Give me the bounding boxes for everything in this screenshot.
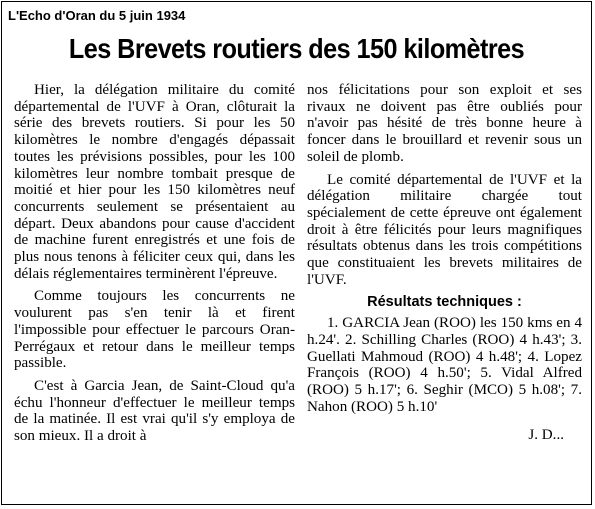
article-headline: Les Brevets routiers des 150 kilomètres xyxy=(68,33,525,64)
article-paragraph: Hier, la délégation militaire du comité départemental de l'UVF à Oran, clôturait la série des brevets routiers. Si pour les 50 kilomètres le nombre d'engagés dépassait toutes les prévisions possibles, pour les 100 kilomètres leur nombre tombait presque de moitié et hier pour les 150 kilomètres neuf concurrents seulement se présentaient au départ. Deux abandons pour cause d'accident de machine furent enregistrés et une fois de plus nous tenons à féliciter ceux qui, dans les délais réglementaires terminèrent l'épreuve. xyxy=(14,82,295,282)
newspaper-clipping xyxy=(1,1,592,505)
article-paragraph: C'est à Garcia Jean, de Saint-Cloud qu'a échu l'honneur d'effectuer le meilleur temps de la matinée. Il est vrai qu'il s'y employa de son mieux. Il a droit à xyxy=(14,377,295,445)
article-paragraph: Comme toujours les concurrents ne voulurent pas s'en tenir là et firent l'impossible pour effectuer le parcours Oran-Perrégaux et retour dans le meilleur temps passible. xyxy=(14,288,295,372)
results-list: 1. GARCIA Jean (ROO) les 150 kms en 4 h.24'. 2. Schilling Charles (ROO) 4 h.43'; 3. Guellati Mahmoud (ROO) 4 h.48'; 4. Lopez François (ROO) 4 h.50'; 5. Vidal Alfred (ROO) 5 h.17'; 6. Seghir (MCO) 5 h.08'; 7. Nahon (ROO) 5 h.10' xyxy=(307,315,582,415)
newspaper-source: L'Echo d'Oran du 5 juin 1934 xyxy=(8,8,186,23)
article-column-left xyxy=(14,82,295,451)
results-title: Résultats techniques : xyxy=(367,294,522,311)
article-paragraph: Le comité départemental de l'UVF et la délégation militaire chargée tout spécialement de cette épreuve ont également droit à être félicités pour leurs magnifiques résultats obtenus dans les trois compétitions que constituaient les brevets militaires de l'UVF. xyxy=(307,171,582,288)
article-column-right xyxy=(307,82,582,444)
author-signature: J. D... xyxy=(528,427,564,444)
article-paragraph: nos félicitations pour son exploit et ses rivaux ne doivent pas être oubliés pour n'avoir pas hésité de très bonne heure à foncer dans le brouillard et revenir sous un soleil de plomb. xyxy=(307,82,582,165)
